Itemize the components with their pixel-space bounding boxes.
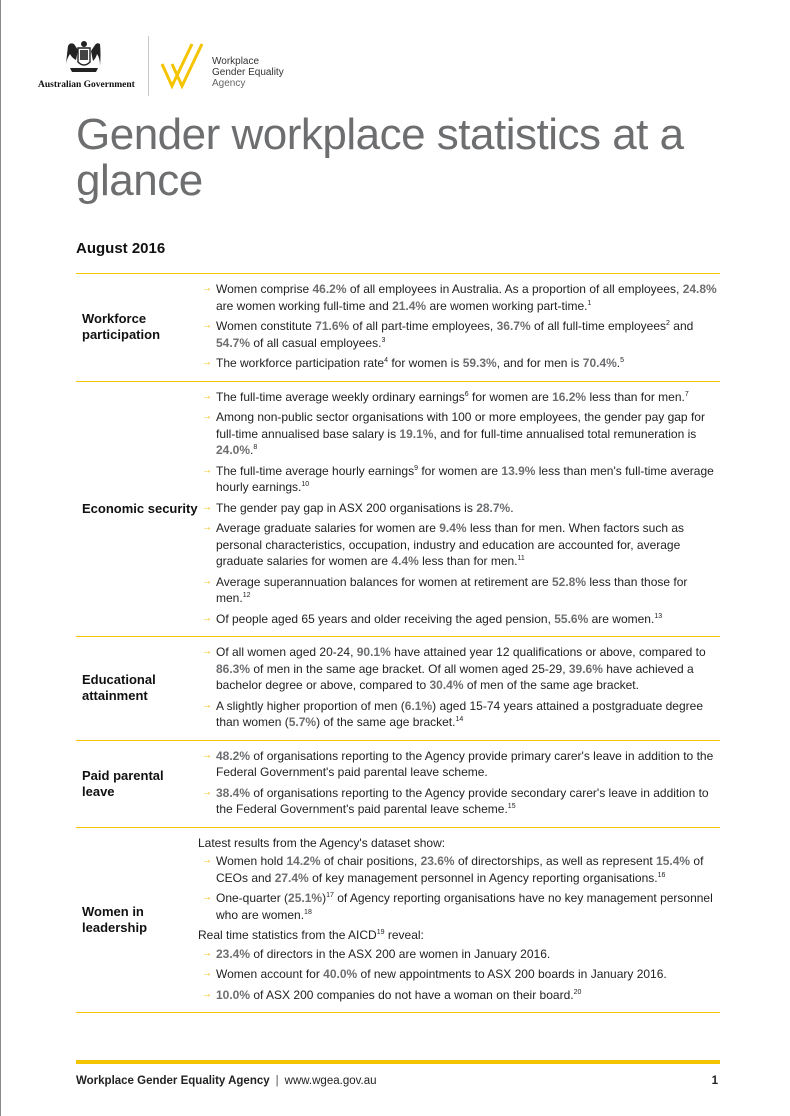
bullet-item <box>198 500 720 517</box>
highlight-stat: 21.4% <box>392 298 427 313</box>
highlight-stat: 15.4% <box>656 854 691 868</box>
item-text <box>216 520 720 570</box>
highlight-stat: 23.6% <box>420 854 455 868</box>
footer-org: Workplace Gender Equality Agency <box>76 1075 270 1087</box>
bullet-item <box>198 463 720 496</box>
text-run: ) <box>322 891 327 905</box>
text-run: reveal: <box>384 928 424 942</box>
footer-separator: | <box>275 1075 279 1087</box>
arrow-right-icon: → <box>202 575 212 587</box>
header-logos <box>36 36 336 100</box>
page-edge-line <box>0 0 1 1116</box>
bullet-item <box>198 409 720 459</box>
footnote-ref: 11 <box>517 555 525 562</box>
highlight-stat: 28.7% <box>476 500 511 515</box>
item-text <box>216 281 720 314</box>
text-run: and <box>669 319 694 333</box>
text-run: of new appointments to ASX 200 boards in January 2016. <box>357 967 667 981</box>
text-run: less than for men. When factors such as personal characteristics, occupation, industry and education are accounted for, average graduate salaries for women are <box>216 521 685 568</box>
item-text <box>216 611 720 628</box>
government-label: Australian Government <box>38 80 135 90</box>
page-number: 1 <box>711 1075 718 1087</box>
footnote-ref: 4 <box>384 357 388 364</box>
text-run: less than men's full-time average hourly earnings. <box>216 463 714 494</box>
highlight-stat: 14.2% <box>286 854 321 868</box>
section-row <box>76 274 720 382</box>
text-run: less than for men. <box>586 389 685 404</box>
highlight-stat: 25.1% <box>288 891 323 905</box>
text-run: The workforce participation rate <box>216 356 385 370</box>
text-run: for women are <box>468 389 553 404</box>
item-text <box>198 835 720 852</box>
highlight-stat: 5.7% <box>288 715 317 729</box>
text-run: are women working part-time. <box>426 298 588 313</box>
highlight-stat: 24.0% <box>216 443 251 457</box>
footer-rule <box>76 1060 720 1064</box>
arrow-right-icon: → <box>202 892 212 903</box>
text-run: Of people aged 65 years and older receiving the aged pension, <box>216 611 555 626</box>
footnote-ref: 16 <box>657 871 666 879</box>
footnote-ref: 8 <box>253 444 258 451</box>
agency-line-1: Workplace <box>212 56 260 67</box>
item-text <box>216 355 720 372</box>
bullet-item <box>198 574 720 607</box>
highlight-stat: 54.7% <box>216 335 251 350</box>
section-body <box>198 828 720 1013</box>
highlight-stat: 13.9% <box>501 463 536 478</box>
logo-divider <box>148 36 149 96</box>
bullet-item <box>198 987 720 1004</box>
text-run: of men of the same age bracket. <box>463 678 639 692</box>
text-run: ) aged 15-74 years attained a postgraduate degree than women ( <box>216 698 703 729</box>
bullet-item <box>198 520 720 570</box>
text-run: One-quarter ( <box>216 891 289 905</box>
text-run: Among non-public sector organisations with 100 or more employees, the gender pay gap for full-time annualised base salary is <box>216 410 705 441</box>
arrow-right-icon: → <box>202 968 212 979</box>
bullet-item <box>198 890 720 923</box>
section-body <box>198 741 720 827</box>
footnote-ref: 3 <box>381 336 386 344</box>
item-text <box>216 853 720 886</box>
bullet-item <box>198 611 720 628</box>
section-label: Economic security <box>82 500 198 516</box>
text-run: . <box>616 356 621 370</box>
text-run: of organisations reporting to the Agency provide secondary carer's leave in addition to the Federal Government's paid parental leave scheme. <box>216 785 709 816</box>
arrow-right-icon: → <box>202 855 212 866</box>
coat-of-arms-icon <box>64 38 104 78</box>
text-run: less than those for men. <box>216 574 688 605</box>
footnote-ref: 17 <box>326 892 334 899</box>
text-run: Women hold <box>216 854 287 868</box>
footnote-ref: 1 <box>587 299 592 307</box>
arrow-right-icon: → <box>202 699 212 711</box>
arrow-right-icon: → <box>202 612 212 624</box>
footnote-ref: 6 <box>464 390 469 398</box>
text-run: Women constitute <box>216 319 316 333</box>
item-text <box>216 574 720 607</box>
highlight-stat: 46.2% <box>312 282 347 296</box>
text-run: less than for men. <box>418 554 518 568</box>
text-run: of CEOs and <box>216 854 704 885</box>
highlight-stat: 9.4% <box>439 521 467 535</box>
text-run: A slightly higher proportion of men ( <box>216 698 405 713</box>
bullet-item <box>198 966 720 983</box>
text-run: , and for men is <box>496 356 583 370</box>
item-text <box>216 500 720 517</box>
section-label: Paid parental leave <box>82 767 164 799</box>
highlight-stat: 27.4% <box>274 870 309 885</box>
text-run: of all full-time employees <box>530 319 667 333</box>
text-run: have achieved a bachelor degree or above, compared to <box>216 661 694 692</box>
text-run: Latest results from the Agency's dataset show: <box>198 835 446 850</box>
arrow-right-icon: → <box>202 411 212 422</box>
footnote-ref: 12 <box>242 592 251 599</box>
highlight-stat: 24.8% <box>682 282 717 296</box>
footnote-ref: 5 <box>620 357 625 364</box>
item-text <box>216 463 720 496</box>
arrow-right-icon: → <box>202 786 212 798</box>
text-run: of all part-time employees, <box>349 319 497 333</box>
intro-line <box>198 835 720 852</box>
bullet-item <box>198 946 720 963</box>
item-text <box>216 946 720 963</box>
section-label: Women in leadership <box>82 903 148 935</box>
item-text <box>216 748 720 781</box>
section-row <box>76 637 720 741</box>
text-run: for women are <box>418 463 502 478</box>
bullet-item <box>198 389 720 406</box>
item-text <box>198 927 720 944</box>
text-run: The gender pay gap in ASX 200 organisations is <box>216 500 477 515</box>
agency-line-3: Agency <box>212 78 246 89</box>
item-text <box>216 318 720 351</box>
text-run: for women is <box>387 356 463 370</box>
text-run: of men in the same age bracket. Of all women aged 25-29, <box>250 661 569 676</box>
footnote-ref: 18 <box>304 908 312 916</box>
text-run: of organisations reporting to the Agency provide primary carer's leave in addition to the Federal Government's paid parental leave scheme. <box>216 748 714 779</box>
footnote-ref: 20 <box>573 988 582 996</box>
section-row <box>76 741 720 828</box>
footnote-ref: 7 <box>684 390 689 398</box>
bullet-item <box>198 698 720 731</box>
text-run: of all casual employees. <box>250 335 382 350</box>
footnote-ref: 15 <box>507 803 516 810</box>
footnote-ref: 10 <box>301 481 310 488</box>
text-run: . <box>250 443 254 457</box>
arrow-right-icon: → <box>202 390 212 402</box>
bullet-item <box>198 318 720 351</box>
section-row <box>76 382 720 638</box>
arrow-right-icon: → <box>202 522 212 533</box>
footnote-ref: 14 <box>455 716 464 723</box>
item-text <box>216 890 720 923</box>
arrow-right-icon: → <box>202 501 212 513</box>
highlight-stat: 55.6% <box>554 611 589 626</box>
highlight-stat: 59.3% <box>462 356 497 370</box>
section-body <box>198 274 720 381</box>
agency-line-2: Gender Equality <box>212 67 284 78</box>
text-run: ) of the same age bracket. <box>316 715 456 729</box>
section-body <box>198 382 720 637</box>
section-label: Workforce participation <box>82 311 161 343</box>
text-run: are women working full-time and <box>216 298 393 313</box>
highlight-stat: 52.8% <box>551 574 587 589</box>
bullet-item <box>198 355 720 372</box>
section-label: Educational attainment <box>82 672 156 704</box>
agency-name <box>212 56 284 89</box>
text-run: of all employees in Australia. As a proportion of all employees, <box>346 282 683 296</box>
item-text <box>216 987 720 1004</box>
text-run: Average superannuation balances for women at retirement are <box>216 574 552 589</box>
highlight-stat: 19.1% <box>399 426 434 441</box>
bullet-item <box>198 281 720 314</box>
arrow-right-icon: → <box>202 357 212 368</box>
footnote-ref: 19 <box>376 929 385 936</box>
arrow-right-icon: → <box>202 320 212 331</box>
highlight-stat: 10.0% <box>216 987 251 1002</box>
highlight-stat: 90.1% <box>356 645 391 659</box>
item-text <box>216 409 720 459</box>
highlight-stat: 38.4% <box>216 785 251 800</box>
highlight-stat: 16.2% <box>552 389 587 404</box>
publication-date: August 2016 <box>76 240 166 257</box>
intro-line <box>198 927 720 944</box>
text-run: Women account for <box>216 967 324 981</box>
page-title: Gender workplace statistics at a glance <box>76 110 684 205</box>
wgea-check-logo-icon <box>160 42 210 92</box>
arrow-right-icon: → <box>202 283 212 294</box>
text-run: Of all women aged 20-24, <box>216 645 357 659</box>
text-run: of ASX 200 companies do not have a woman on their board. <box>250 987 574 1002</box>
footer <box>76 1075 720 1087</box>
section-row <box>76 828 720 1014</box>
footnote-ref: 2 <box>666 320 670 327</box>
highlight-stat: 30.4% <box>429 678 464 692</box>
text-run: . <box>510 500 514 515</box>
footnote-ref: 13 <box>654 612 663 620</box>
highlight-stat: 4.4% <box>391 554 419 568</box>
highlight-stat: 48.2% <box>216 748 251 763</box>
highlight-stat: 40.0% <box>323 967 358 981</box>
statistics-table <box>76 273 720 1013</box>
government-crest <box>36 36 135 100</box>
highlight-stat: 36.7% <box>496 319 531 333</box>
bullet-item <box>198 644 720 694</box>
text-run: Average graduate salaries for women are <box>216 521 440 535</box>
text-run: Women comprise <box>216 282 313 296</box>
highlight-stat: 70.4% <box>582 356 617 370</box>
highlight-stat: 6.1% <box>404 698 433 713</box>
highlight-stat: 39.6% <box>568 661 603 676</box>
arrow-right-icon: → <box>202 947 212 959</box>
item-text <box>216 785 720 818</box>
item-text <box>216 644 720 694</box>
highlight-stat: 71.6% <box>315 319 350 333</box>
text-run: of directors in the ASX 200 are women in January 2016. <box>250 946 551 961</box>
bullet-item <box>198 748 720 781</box>
footer-url: www.wgea.gov.au <box>284 1075 377 1087</box>
item-text <box>216 966 720 983</box>
text-run: The full-time average hourly earnings <box>216 463 415 478</box>
highlight-stat: 23.4% <box>216 946 251 961</box>
text-run: Real time statistics from the AICD <box>198 928 377 942</box>
text-run: are women. <box>588 611 655 626</box>
arrow-right-icon: → <box>202 646 212 657</box>
highlight-stat: 86.3% <box>216 661 251 676</box>
text-run: of key management personnel in Agency reporting organisations. <box>308 870 658 885</box>
footnote-ref: 9 <box>414 464 419 472</box>
section-body <box>198 637 720 740</box>
text-run: The full-time average weekly ordinary earnings <box>216 389 465 404</box>
bullet-item <box>198 853 720 886</box>
bullet-item <box>198 785 720 818</box>
text-run: of directorships, as well as represent <box>454 854 657 868</box>
arrow-right-icon: → <box>202 749 212 761</box>
text-run: of chair positions, <box>320 854 421 868</box>
item-text <box>216 389 720 406</box>
text-run: of Agency reporting organisations have no key management personnel who are women. <box>216 891 713 922</box>
arrow-right-icon: → <box>202 988 212 1000</box>
arrow-right-icon: → <box>202 464 212 476</box>
text-run: have attained year 12 qualifications or above, compared to <box>390 645 706 659</box>
text-run: , and for full-time annualised total remuneration is <box>433 426 697 441</box>
item-text <box>216 698 720 731</box>
